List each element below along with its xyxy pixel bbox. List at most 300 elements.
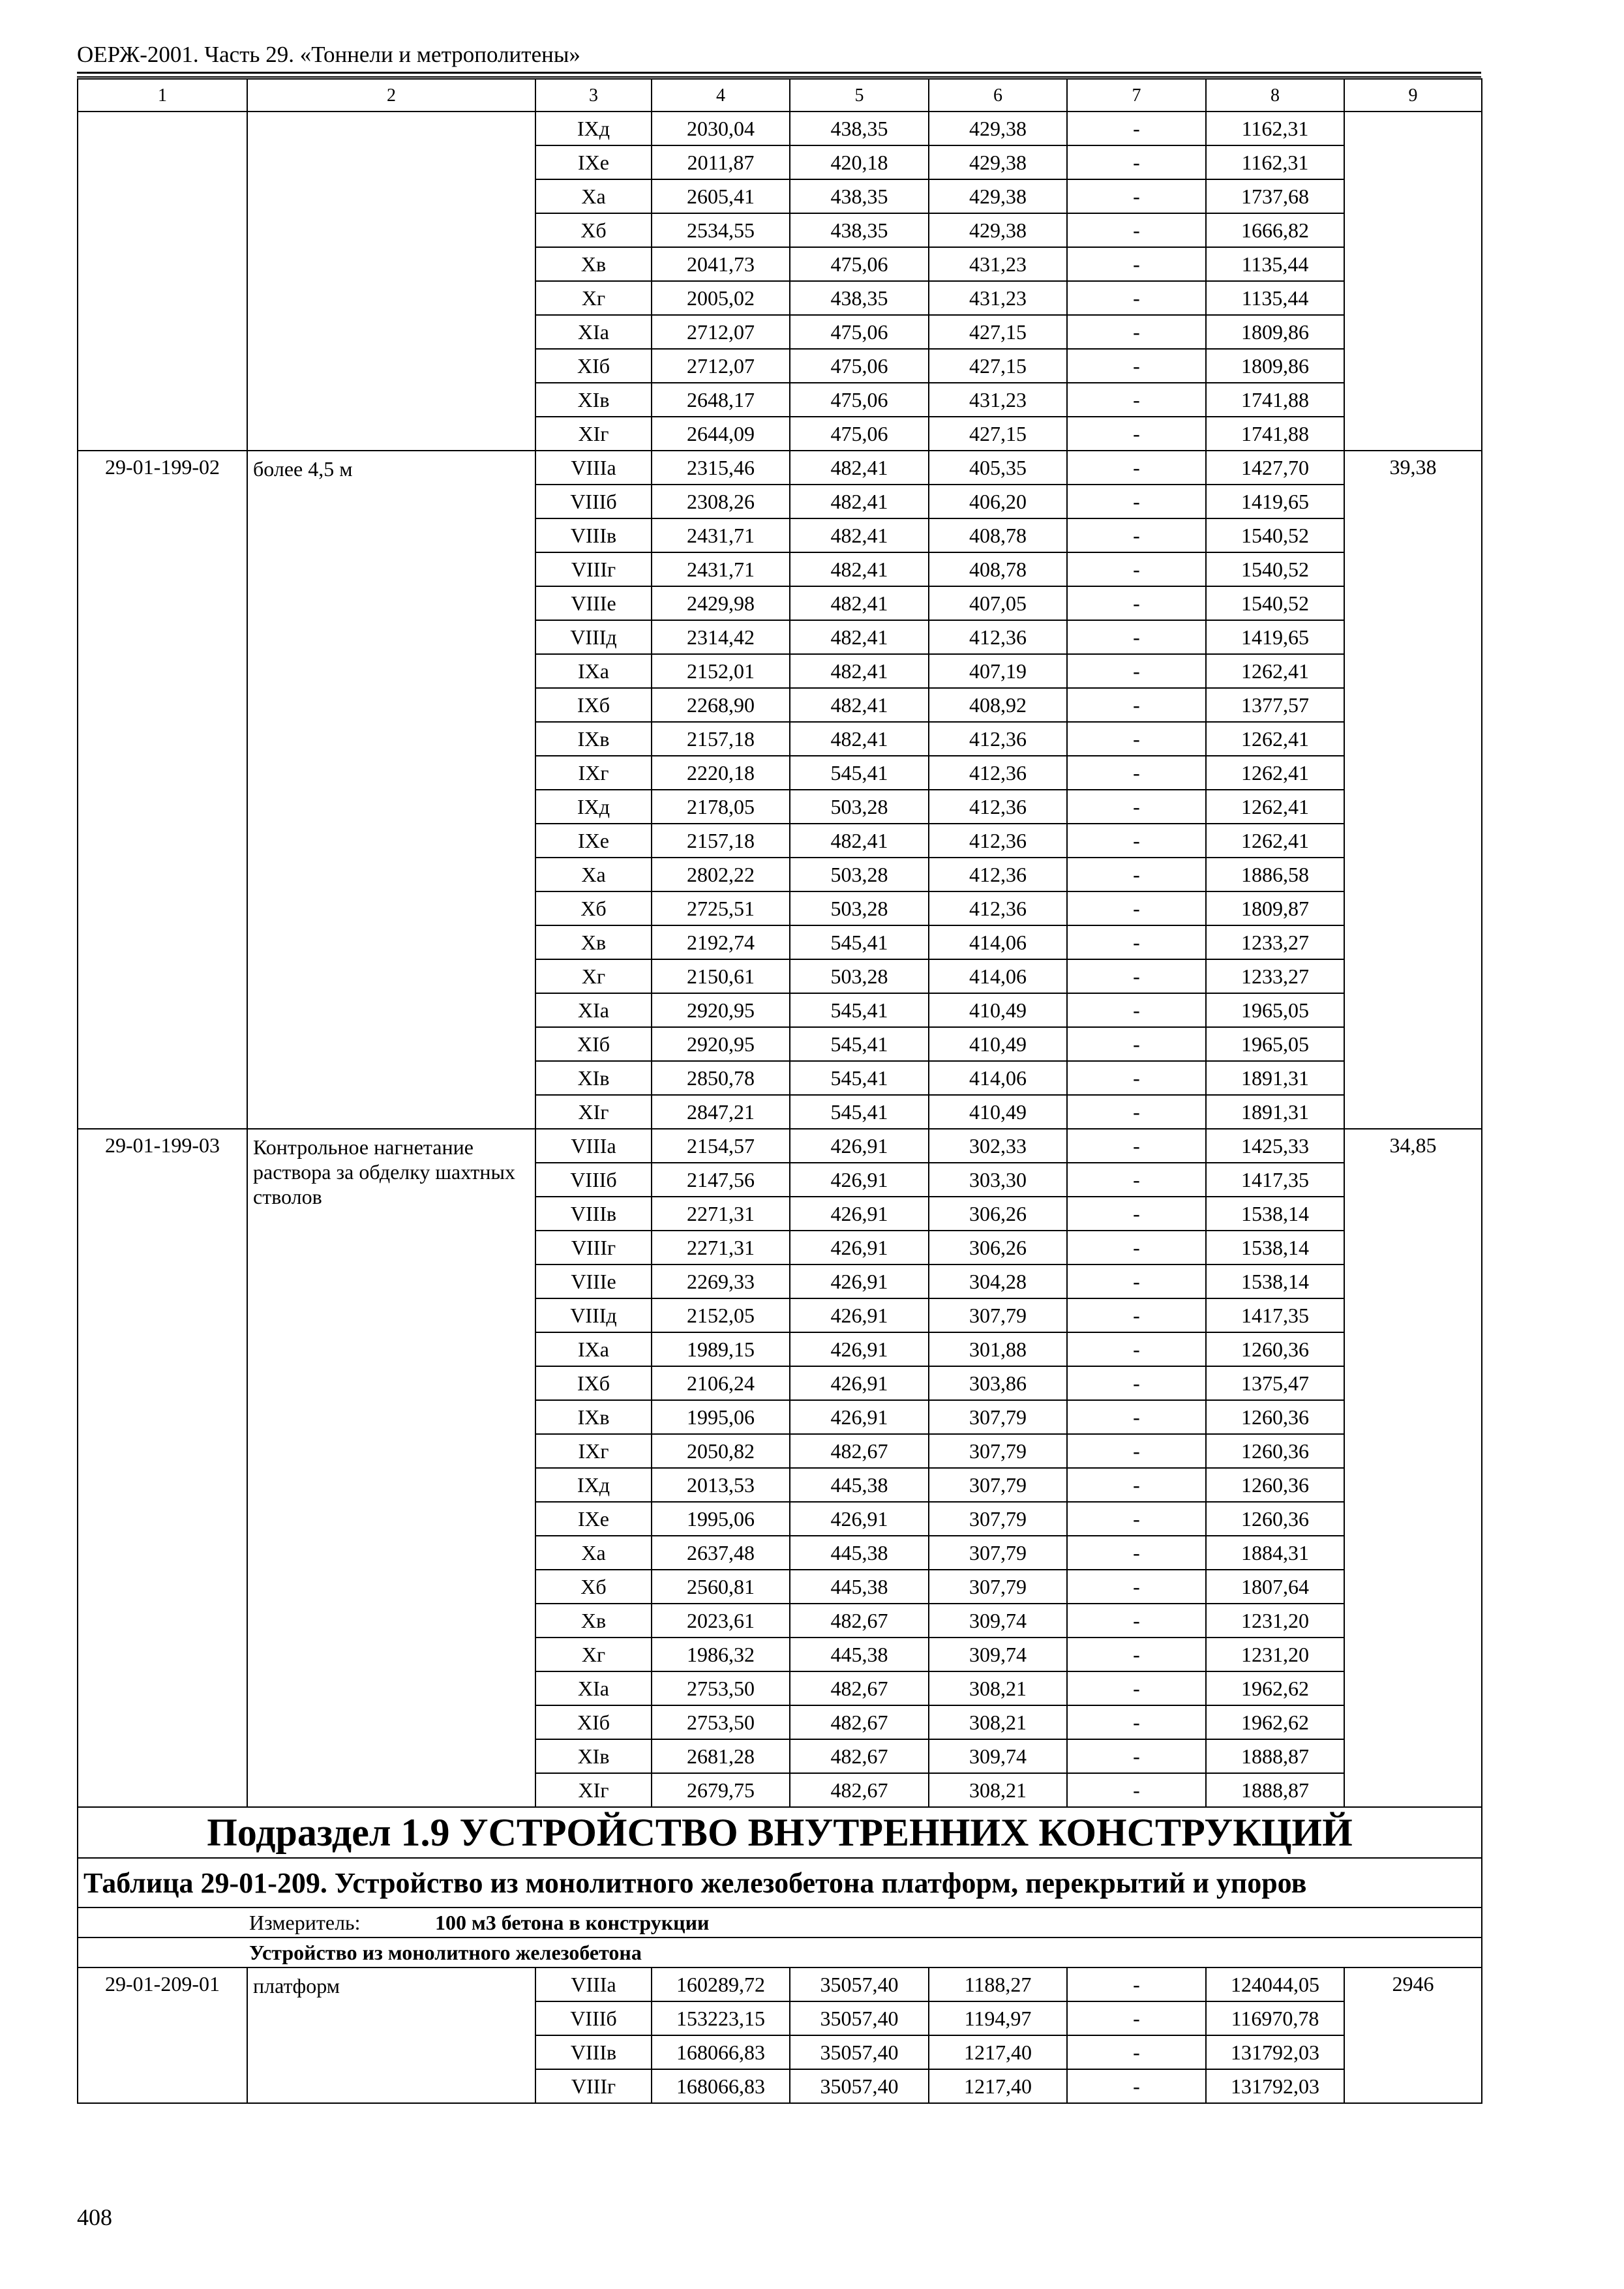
cell-col8: 1419,65 <box>1206 620 1344 654</box>
cell-code: VIIIг <box>535 552 652 586</box>
cell-col6: 303,30 <box>929 1163 1067 1197</box>
cell-code: XIб <box>535 1705 652 1739</box>
cell-col4: 2753,50 <box>652 1671 790 1705</box>
cell-col4: 2152,05 <box>652 1298 790 1332</box>
cell-code: VIIIв <box>535 1197 652 1231</box>
cell-col6: 1217,40 <box>929 2069 1067 2103</box>
cell-col4: 2106,24 <box>652 1366 790 1400</box>
cell-code: XIв <box>535 1061 652 1095</box>
cell-col8: 1260,36 <box>1206 1332 1344 1366</box>
cell-col8: 1965,05 <box>1206 1027 1344 1061</box>
cell-col4: 2178,05 <box>652 790 790 824</box>
cell-col5: 438,35 <box>790 281 929 315</box>
cell-col5: 35057,40 <box>790 2001 929 2035</box>
cell-col6: 412,36 <box>929 858 1067 891</box>
cell-col4: 2013,53 <box>652 1468 790 1502</box>
cell-col7: - <box>1067 552 1206 586</box>
cell-col5: 35057,40 <box>790 2069 929 2103</box>
cell-col6: 1217,40 <box>929 2035 1067 2069</box>
cell-code: XIв <box>535 1739 652 1773</box>
cell-col8: 1162,31 <box>1206 145 1344 179</box>
cell-col5: 445,38 <box>790 1570 929 1604</box>
cell-col4: 2315,46 <box>652 451 790 485</box>
header-rule <box>77 72 1481 74</box>
cell-col7: - <box>1067 1163 1206 1197</box>
cell-code: Xв <box>535 247 652 281</box>
cell-col7: - <box>1067 1129 1206 1163</box>
cell-col4: 168066,83 <box>652 2069 790 2103</box>
cell-col6: 301,88 <box>929 1332 1067 1366</box>
cell-col7: - <box>1067 891 1206 925</box>
cell-col6: 427,15 <box>929 349 1067 383</box>
cell-col7: - <box>1067 959 1206 993</box>
cell-col5: 482,41 <box>790 451 929 485</box>
cell-code: IXд <box>535 112 652 145</box>
cell-col6: 412,36 <box>929 824 1067 858</box>
cell-col4: 2041,73 <box>652 247 790 281</box>
table-row <box>78 112 1482 145</box>
cell-col5: 503,28 <box>790 959 929 993</box>
cell-code: VIIIа <box>535 1129 652 1163</box>
cell-name: более 4,5 м <box>247 451 535 1129</box>
cell-col5: 426,91 <box>790 1197 929 1231</box>
cell-col6: 309,74 <box>929 1638 1067 1671</box>
column-header: 8 <box>1206 79 1344 112</box>
cell-col8: 1260,36 <box>1206 1400 1344 1434</box>
cell-col5: 426,91 <box>790 1502 929 1536</box>
cell-col6: 408,78 <box>929 552 1067 586</box>
cell-col4: 2030,04 <box>652 112 790 145</box>
cell-code: VIIIд <box>535 1298 652 1332</box>
cell-col8: 1809,86 <box>1206 349 1344 383</box>
cell-col6: 431,23 <box>929 281 1067 315</box>
cell-col4: 2802,22 <box>652 858 790 891</box>
cell-col5: 35057,40 <box>790 2035 929 2069</box>
cell-col8: 1233,27 <box>1206 925 1344 959</box>
cell-code: Xг <box>535 281 652 315</box>
column-header: 4 <box>652 79 790 112</box>
cell-col7: - <box>1067 1197 1206 1231</box>
cell-col4: 2150,61 <box>652 959 790 993</box>
cell-col6: 307,79 <box>929 1502 1067 1536</box>
cell-col8: 1260,36 <box>1206 1502 1344 1536</box>
cell-col5: 503,28 <box>790 858 929 891</box>
cell-col4: 2152,01 <box>652 654 790 688</box>
cell-col8: 1262,41 <box>1206 790 1344 824</box>
cell-col6: 412,36 <box>929 756 1067 790</box>
cell-col4: 1989,15 <box>652 1332 790 1366</box>
cell-code: VIIIб <box>535 2001 652 2035</box>
cell-col5: 475,06 <box>790 247 929 281</box>
cell-col5: 35057,40 <box>790 1967 929 2001</box>
cell-shifr: 29-01-199-02 <box>78 451 247 1129</box>
cell-col7: - <box>1067 790 1206 824</box>
cell-col6: 406,20 <box>929 485 1067 518</box>
cell-col4: 2648,17 <box>652 383 790 417</box>
cell-col8: 1538,14 <box>1206 1197 1344 1231</box>
cell-col7: - <box>1067 1604 1206 1638</box>
cell-col6: 309,74 <box>929 1604 1067 1638</box>
cell-col7: - <box>1067 654 1206 688</box>
cell-col7: - <box>1067 1027 1206 1061</box>
cell-col8: 124044,05 <box>1206 1967 1344 2001</box>
cell-code: Xб <box>535 891 652 925</box>
cell-col8: 131792,03 <box>1206 2035 1344 2069</box>
cell-col8: 1891,31 <box>1206 1095 1344 1129</box>
cell-col5: 503,28 <box>790 790 929 824</box>
cell-col8: 1262,41 <box>1206 654 1344 688</box>
cell-col7: - <box>1067 281 1206 315</box>
measure-cell <box>78 1908 1482 1937</box>
cell-col6: 427,15 <box>929 315 1067 349</box>
cell-col6: 412,36 <box>929 790 1067 824</box>
cell-col6: 307,79 <box>929 1434 1067 1468</box>
cell-col5: 482,41 <box>790 824 929 858</box>
cell-col7: - <box>1067 586 1206 620</box>
subheading-text: Устройство из монолитного железобетона <box>249 1940 642 1964</box>
cell-col5: 475,06 <box>790 417 929 451</box>
cell-code: XIа <box>535 993 652 1027</box>
cell-col5: 482,41 <box>790 586 929 620</box>
cell-col6: 429,38 <box>929 145 1067 179</box>
cell-col7: - <box>1067 518 1206 552</box>
cell-code: Xг <box>535 1638 652 1671</box>
cell-col5: 482,41 <box>790 485 929 518</box>
cell-col8: 1540,52 <box>1206 518 1344 552</box>
cell-col8: 1427,70 <box>1206 451 1344 485</box>
cell-col7: - <box>1067 1298 1206 1332</box>
cell-col5: 445,38 <box>790 1468 929 1502</box>
cell-col7: - <box>1067 1705 1206 1739</box>
cell-col6: 414,06 <box>929 1061 1067 1095</box>
cell-col6: 410,49 <box>929 1027 1067 1061</box>
cell-col5: 438,35 <box>790 213 929 247</box>
cell-col5: 482,67 <box>790 1705 929 1739</box>
cell-col5: 545,41 <box>790 756 929 790</box>
table-row <box>78 1967 1482 2001</box>
measure-label: Измеритель: <box>249 1910 361 1934</box>
cell-code: IXг <box>535 1434 652 1468</box>
page-number: 408 <box>77 2204 112 2230</box>
cell-code: XIг <box>535 1773 652 1807</box>
cell-col4: 2679,75 <box>652 1773 790 1807</box>
cell-col7: - <box>1067 756 1206 790</box>
cell-code: VIIIв <box>535 2035 652 2069</box>
header-rule <box>77 76 1481 78</box>
cell-col5: 482,41 <box>790 552 929 586</box>
cell-col9 <box>1344 112 1482 451</box>
cell-col6: 427,15 <box>929 417 1067 451</box>
cell-col8: 1262,41 <box>1206 722 1344 756</box>
cell-col8: 1540,52 <box>1206 586 1344 620</box>
cell-code: XIа <box>535 1671 652 1705</box>
cell-col4: 2271,31 <box>652 1197 790 1231</box>
cell-col7: - <box>1067 417 1206 451</box>
cell-col4: 2712,07 <box>652 349 790 383</box>
cell-col6: 410,49 <box>929 993 1067 1027</box>
cell-col6: 307,79 <box>929 1536 1067 1570</box>
cell-col6: 308,21 <box>929 1773 1067 1807</box>
cell-col5: 545,41 <box>790 1095 929 1129</box>
cell-col4: 168066,83 <box>652 2035 790 2069</box>
cell-col6: 307,79 <box>929 1298 1067 1332</box>
cell-col8: 1807,64 <box>1206 1570 1344 1604</box>
cell-col5: 482,67 <box>790 1604 929 1638</box>
cell-col6: 412,36 <box>929 620 1067 654</box>
cell-col6: 429,38 <box>929 112 1067 145</box>
cell-col5: 426,91 <box>790 1163 929 1197</box>
cell-col7: - <box>1067 993 1206 1027</box>
cell-col4: 2308,26 <box>652 485 790 518</box>
cell-col5: 426,91 <box>790 1298 929 1332</box>
cell-code: Xб <box>535 1570 652 1604</box>
cell-col8: 1886,58 <box>1206 858 1344 891</box>
cell-col4: 2560,81 <box>652 1570 790 1604</box>
cell-col4: 2192,74 <box>652 925 790 959</box>
cell-code: Xа <box>535 179 652 213</box>
cell-col7: - <box>1067 1231 1206 1264</box>
column-header-row <box>78 79 1482 112</box>
cell-col4: 2637,48 <box>652 1536 790 1570</box>
cell-code: Xв <box>535 1604 652 1638</box>
cell-col4: 2220,18 <box>652 756 790 790</box>
cell-col4: 2725,51 <box>652 891 790 925</box>
cell-col8: 1884,31 <box>1206 1536 1344 1570</box>
cell-col5: 482,41 <box>790 620 929 654</box>
cell-col7: - <box>1067 1671 1206 1705</box>
cell-col7: - <box>1067 1967 1206 2001</box>
cell-col4: 2920,95 <box>652 1027 790 1061</box>
table-row <box>78 451 1482 485</box>
cell-name: платформ <box>247 1967 535 2103</box>
cell-col5: 445,38 <box>790 1536 929 1570</box>
cell-col6: 429,38 <box>929 213 1067 247</box>
cell-col8: 1375,47 <box>1206 1366 1344 1400</box>
cell-col9: 2946 <box>1344 1967 1482 2103</box>
cell-col5: 438,35 <box>790 112 929 145</box>
cell-code: XIб <box>535 1027 652 1061</box>
cell-col6: 306,26 <box>929 1197 1067 1231</box>
cell-col5: 475,06 <box>790 383 929 417</box>
cell-col5: 503,28 <box>790 891 929 925</box>
cell-col5: 426,91 <box>790 1264 929 1298</box>
price-table <box>77 78 1482 2104</box>
cell-col5: 426,91 <box>790 1129 929 1163</box>
cell-col6: 408,92 <box>929 688 1067 722</box>
cell-col6: 308,21 <box>929 1671 1067 1705</box>
cell-col6: 309,74 <box>929 1739 1067 1773</box>
cell-col7: - <box>1067 1366 1206 1400</box>
cell-col7: - <box>1067 349 1206 383</box>
cell-col6: 431,23 <box>929 247 1067 281</box>
cell-code: Xа <box>535 858 652 891</box>
cell-col4: 2050,82 <box>652 1434 790 1468</box>
cell-col6: 429,38 <box>929 179 1067 213</box>
cell-col7: - <box>1067 315 1206 349</box>
cell-col7: - <box>1067 1570 1206 1604</box>
cell-col8: 1538,14 <box>1206 1264 1344 1298</box>
cell-code: IXв <box>535 722 652 756</box>
cell-col4: 1995,06 <box>652 1400 790 1434</box>
cell-col7: - <box>1067 2035 1206 2069</box>
cell-col7: - <box>1067 213 1206 247</box>
column-header: 6 <box>929 79 1067 112</box>
cell-col6: 307,79 <box>929 1570 1067 1604</box>
cell-code: VIIIб <box>535 485 652 518</box>
cell-col4: 1995,06 <box>652 1502 790 1536</box>
cell-col8: 116970,78 <box>1206 2001 1344 2035</box>
cell-code: XIа <box>535 315 652 349</box>
cell-col7: - <box>1067 1434 1206 1468</box>
cell-code: VIIIб <box>535 1163 652 1197</box>
cell-code: VIIIг <box>535 2069 652 2103</box>
cell-col7: - <box>1067 1773 1206 1807</box>
table-title-row <box>78 1858 1482 1908</box>
cell-col8: 1737,68 <box>1206 179 1344 213</box>
cell-col7: - <box>1067 858 1206 891</box>
cell-col8: 1419,65 <box>1206 485 1344 518</box>
cell-col6: 308,21 <box>929 1705 1067 1739</box>
cell-col8: 1538,14 <box>1206 1231 1344 1264</box>
cell-col7: - <box>1067 1739 1206 1773</box>
cell-col6: 407,05 <box>929 586 1067 620</box>
cell-code: XIг <box>535 1095 652 1129</box>
cell-col6: 408,78 <box>929 518 1067 552</box>
cell-code: VIIIв <box>535 518 652 552</box>
cell-code: Xа <box>535 1536 652 1570</box>
cell-col8: 1262,41 <box>1206 824 1344 858</box>
cell-col7: - <box>1067 925 1206 959</box>
cell-col4: 2534,55 <box>652 213 790 247</box>
cell-col8: 1962,62 <box>1206 1671 1344 1705</box>
cell-code: IXе <box>535 1502 652 1536</box>
cell-col5: 545,41 <box>790 925 929 959</box>
cell-col7: - <box>1067 179 1206 213</box>
subheading-row <box>78 1937 1482 1967</box>
cell-col4: 2605,41 <box>652 179 790 213</box>
cell-code: IXе <box>535 824 652 858</box>
cell-col5: 545,41 <box>790 1027 929 1061</box>
cell-code: IXв <box>535 1400 652 1434</box>
cell-col4: 1986,32 <box>652 1638 790 1671</box>
cell-col4: 2157,18 <box>652 824 790 858</box>
cell-col5: 482,67 <box>790 1671 929 1705</box>
cell-col4: 2005,02 <box>652 281 790 315</box>
cell-col7: - <box>1067 1332 1206 1366</box>
cell-col5: 482,67 <box>790 1739 929 1773</box>
cell-col7: - <box>1067 824 1206 858</box>
cell-code: VIIIа <box>535 1967 652 2001</box>
cell-col7: - <box>1067 2069 1206 2103</box>
cell-col7: - <box>1067 112 1206 145</box>
column-header: 2 <box>247 79 535 112</box>
cell-col4: 2712,07 <box>652 315 790 349</box>
cell-col7: - <box>1067 1468 1206 1502</box>
cell-col6: 412,36 <box>929 891 1067 925</box>
cell-col9: 34,85 <box>1344 1129 1482 1807</box>
cell-col6: 412,36 <box>929 722 1067 756</box>
cell-col4: 2753,50 <box>652 1705 790 1739</box>
cell-shifr: 29-01-209-01 <box>78 1967 247 2103</box>
cell-col4: 2023,61 <box>652 1604 790 1638</box>
cell-code: XIв <box>535 383 652 417</box>
cell-col8: 1741,88 <box>1206 417 1344 451</box>
cell-col5: 545,41 <box>790 993 929 1027</box>
cell-col4: 2847,21 <box>652 1095 790 1129</box>
cell-col5: 482,41 <box>790 518 929 552</box>
cell-col5: 420,18 <box>790 145 929 179</box>
cell-col5: 426,91 <box>790 1400 929 1434</box>
cell-code: VIIIе <box>535 1264 652 1298</box>
cell-col8: 1891,31 <box>1206 1061 1344 1095</box>
column-header: 5 <box>790 79 929 112</box>
cell-col7: - <box>1067 688 1206 722</box>
cell-col7: - <box>1067 1061 1206 1095</box>
cell-col5: 545,41 <box>790 1061 929 1095</box>
cell-col8: 1962,62 <box>1206 1705 1344 1739</box>
cell-col4: 2850,78 <box>652 1061 790 1095</box>
cell-code: XIб <box>535 349 652 383</box>
cell-code: IXб <box>535 1366 652 1400</box>
cell-col5: 482,67 <box>790 1434 929 1468</box>
table-row <box>78 1129 1482 1163</box>
cell-col5: 426,91 <box>790 1231 929 1264</box>
cell-col5: 438,35 <box>790 179 929 213</box>
cell-col8: 1377,57 <box>1206 688 1344 722</box>
cell-shifr: 29-01-199-03 <box>78 1129 247 1807</box>
cell-code: IXб <box>535 688 652 722</box>
cell-col8: 1741,88 <box>1206 383 1344 417</box>
measure-row <box>78 1908 1482 1937</box>
cell-col8: 1260,36 <box>1206 1468 1344 1502</box>
column-header: 1 <box>78 79 247 112</box>
cell-col8: 1809,86 <box>1206 315 1344 349</box>
cell-col4: 2429,98 <box>652 586 790 620</box>
cell-col7: - <box>1067 145 1206 179</box>
cell-col7: - <box>1067 247 1206 281</box>
cell-col8: 1888,87 <box>1206 1739 1344 1773</box>
cell-col8: 1417,35 <box>1206 1298 1344 1332</box>
cell-col6: 302,33 <box>929 1129 1067 1163</box>
cell-col6: 1188,27 <box>929 1967 1067 2001</box>
cell-col6: 303,86 <box>929 1366 1067 1400</box>
cell-code: VIIIд <box>535 620 652 654</box>
cell-col4: 2681,28 <box>652 1739 790 1773</box>
cell-col5: 426,91 <box>790 1366 929 1400</box>
cell-col5: 482,67 <box>790 1773 929 1807</box>
cell-name <box>247 112 535 451</box>
cell-col6: 431,23 <box>929 383 1067 417</box>
column-header: 3 <box>535 79 652 112</box>
cell-col8: 1888,87 <box>1206 1773 1344 1807</box>
measure-value: 100 м3 бетона в конструкции <box>435 1910 710 1934</box>
cell-col8: 1135,44 <box>1206 281 1344 315</box>
cell-col8: 1425,33 <box>1206 1129 1344 1163</box>
cell-col5: 445,38 <box>790 1638 929 1671</box>
cell-col7: - <box>1067 722 1206 756</box>
cell-col8: 1231,20 <box>1206 1638 1344 1671</box>
cell-col5: 482,41 <box>790 654 929 688</box>
cell-col7: - <box>1067 1502 1206 1536</box>
cell-col7: - <box>1067 383 1206 417</box>
cell-col4: 2644,09 <box>652 417 790 451</box>
cell-code: IXе <box>535 145 652 179</box>
cell-col4: 2011,87 <box>652 145 790 179</box>
cell-col8: 1417,35 <box>1206 1163 1344 1197</box>
cell-col6: 306,26 <box>929 1231 1067 1264</box>
cell-col8: 1233,27 <box>1206 959 1344 993</box>
cell-col4: 2268,90 <box>652 688 790 722</box>
